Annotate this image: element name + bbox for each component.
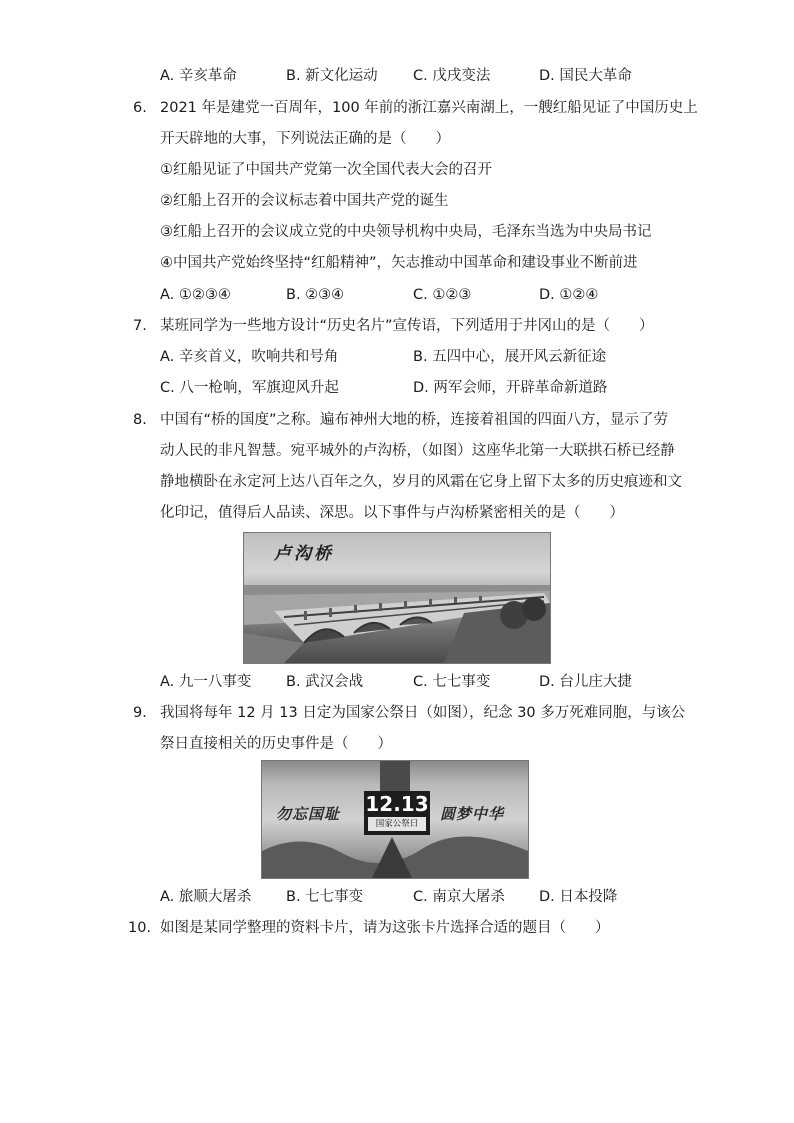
q9-number: 9.	[133, 705, 147, 721]
q8-option-c: C. 七七事变	[413, 674, 491, 690]
q7-number: 7.	[133, 318, 147, 334]
q9-stem-line-2: 祭日直接相关的历史事件是（ ）	[160, 736, 392, 752]
bridge-illustration	[244, 533, 550, 663]
q7-option-c: C. 八一枪响，军旗迎风升起	[160, 380, 339, 396]
q6-stem-line-1: 2021 年是建党一百周年，100 年前的浙江嘉兴南湖上，一艘红船见证了中国历史上	[160, 100, 698, 116]
q9-option-b: B. 七七事变	[286, 889, 364, 905]
q5-option-b: B. 新文化运动	[286, 68, 378, 84]
q7-option-d: D. 两军会师，开辟革命新道路	[413, 380, 608, 396]
memorial-right-slogan: 圆梦中华	[440, 805, 505, 823]
q8-option-b: B. 武汉会战	[286, 674, 364, 690]
q5-option-c: C. 戊戌变法	[413, 68, 491, 84]
q6-statement-1: ①红船见证了中国共产党第一次全国代表大会的召开	[160, 162, 492, 178]
q6-option-d: D. ①②④	[539, 287, 599, 303]
memorial-left-slogan: 勿忘国耻	[276, 805, 341, 823]
q8-stem-line-3: 静地横卧在永定河上达八百年之久，岁月的风霜在它身上留下太多的历史痕迹和文	[160, 474, 682, 490]
q8-stem-line-2: 动人民的非凡智慧。宛平城外的卢沟桥，（如图）这座华北第一大联拱石桥已经静	[160, 443, 675, 459]
q9-option-a: A. 旅顺大屠杀	[160, 889, 252, 905]
q6-statement-2: ②红船上召开的会议标志着中国共产党的诞生	[160, 193, 449, 209]
q8-number: 8.	[133, 412, 147, 428]
q6-option-a: A. ①②③④	[160, 287, 231, 303]
q6-statement-4: ④中国共产党始终坚持“红船精神”，矢志推动中国革命和建设事业不断前进	[160, 255, 638, 271]
lugou-bridge-photo	[243, 532, 551, 664]
q5-option-a: A. 辛亥革命	[160, 68, 237, 84]
q7-option-b: B. 五四中心，展开风云新征途	[413, 349, 607, 365]
memorial-date-badge	[364, 791, 430, 835]
q8-option-d: D. 台儿庄大捷	[539, 674, 632, 690]
q10-number: 10.	[128, 920, 152, 936]
q7-stem-line-1: 某班同学为一些地方设计“历史名片”宣传语，下列适用于井冈山的是（ ）	[160, 318, 654, 334]
bridge-photo-caption: 卢沟桥	[274, 544, 334, 564]
q7-option-a: A. 辛亥首义，吹响共和号角	[160, 349, 339, 365]
q6-statement-3: ③红船上召开的会议成立党的中央领导机构中央局，毛泽东当选为中央局书记	[160, 224, 652, 240]
q6-option-c: C. ①②③	[413, 287, 472, 303]
q10-stem-line-1: 如图是某同学整理的资料卡片，请为这张卡片选择合适的题目（ ）	[160, 920, 610, 936]
memorial-date: 12.13	[365, 792, 429, 816]
q8-stem-line-4: 化印记，值得后人品读、深思。以下事件与卢沟桥紧密相关的是（ ）	[160, 505, 624, 521]
q5-option-d: D. 国民大革命	[539, 68, 632, 84]
q8-stem-line-1: 中国有“桥的国度”之称。遍布神州大地的桥，连接着祖国的四面八方，显示了劳	[160, 412, 669, 428]
q9-option-c: C. 南京大屠杀	[413, 889, 505, 905]
q6-number: 6.	[133, 100, 147, 116]
memorial-day-photo	[261, 760, 529, 879]
q6-option-b: B. ②③④	[286, 287, 345, 303]
q8-option-a: A. 九一八事变	[160, 674, 252, 690]
q9-stem-line-1: 我国将每年 12 月 13 日定为国家公祭日（如图），纪念 30 多万死难同胞，与该公	[160, 705, 686, 721]
q6-stem-line-2: 开天辟地的大事，下列说法正确的是（ ）	[160, 131, 450, 147]
q9-option-d: D. 日本投降	[539, 889, 618, 905]
memorial-day-label: 国家公祭日	[368, 817, 426, 831]
